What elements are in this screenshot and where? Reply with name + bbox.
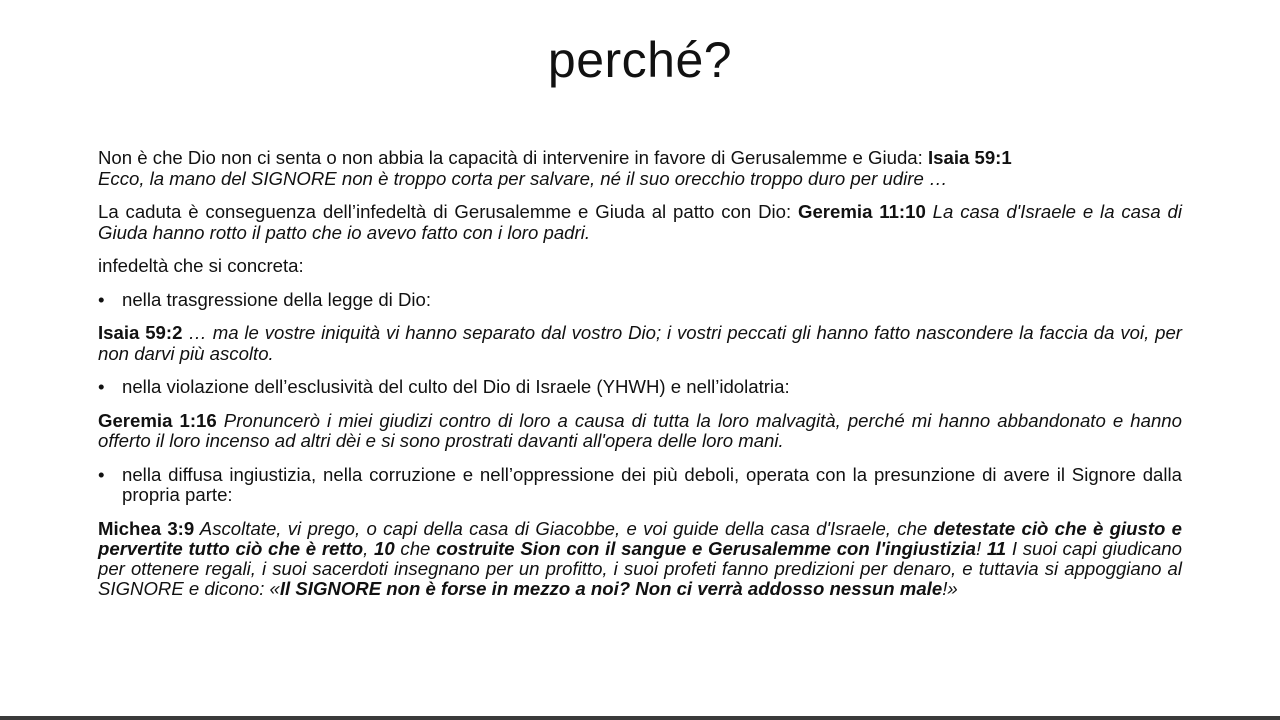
scripture-quote: La casa d'Israele e la casa di Giuda hanno rotto il patto che io avevo fatto con i loro padri.: [98, 201, 1182, 243]
quote-emphasis: costruite Sion con il sangue e Gerusalemme con l'ingiustizia: [436, 537, 976, 559]
paragraph-infedelta: infedeltà che si concreta:: [98, 255, 304, 276]
quote-segment: ,: [363, 537, 375, 559]
quote-segment: !»: [942, 577, 958, 599]
slide-content: [98, 148, 1182, 599]
paragraph-text: La caduta è conseguenza dell’infedeltà di Gerusalemme e Giuda al patto con Dio:: [98, 201, 798, 222]
scripture-reference: Isaia 59:1: [927, 147, 1012, 168]
paragraph-isaia-59-1: [98, 148, 1182, 189]
quote-segment: che: [394, 537, 437, 559]
scripture-quote: Pronuncerò i miei giudizi contro di loro a causa di tutta la loro malvagità, perché mi hanno abbandonato e hanno offerto il loro incenso ad altri dèi e si sono prostrati davanti all'opera delle loro mani.: [98, 409, 1182, 451]
quote-segment: !: [975, 537, 987, 559]
bottom-border: [0, 716, 1280, 720]
quote-emphasis: Il SIGNORE non è forse in mezzo a noi? Non ci verrà addosso nessun male: [279, 577, 943, 599]
bullet-dot: •: [98, 463, 105, 485]
paragraph-michea-3-9: [98, 519, 1182, 599]
slide-title: perché?: [547, 32, 733, 88]
paragraph-geremia-11-10: [98, 202, 1182, 243]
paragraph-geremia-1-16: [98, 411, 1182, 452]
bullet-dot: •: [98, 376, 105, 397]
paragraph-text: Non è che Dio non ci senta o non abbia la capacità di intervenire in favore di Gerusalemme e Giuda:: [98, 147, 928, 168]
bullet-item-ingiustizia: [98, 465, 1182, 506]
scripture-reference: Geremia 11:10: [797, 201, 926, 222]
paragraph-isaia-59-2: [98, 323, 1182, 364]
quote-emphasis: detestate ciò che è giusto e pervertite tutto ciò che è retto: [98, 517, 1183, 559]
bullet-text: nella violazione dell’esclusività del culto del Dio di Israele (YHWH) e nell’idolatria:: [122, 376, 790, 397]
bullet-item-legge: [98, 290, 1182, 311]
quote-segment: I suoi capi giudicano per ottenere regali, i suoi sacerdoti insegnano per un profitto, i suoi profeti fanno predizioni per denaro, e tuttavia si appoggiano al SIGNORE e dicono: «: [98, 537, 1182, 599]
scripture-quote: Ecco, la mano del SIGNORE non è troppo corta per salvare, né il suo orecchio troppo duro per udire …: [98, 167, 948, 189]
scripture-quote: … ma le vostre iniquità vi hanno separato dal vostro Dio; i vostri peccati gli hanno fatto nascondere la faccia da voi, per non darvi più ascolto.: [98, 322, 1182, 364]
scripture-reference: Isaia 59:2: [98, 322, 183, 343]
quote-segment: Ascoltate, vi prego, o capi della casa di Giacobbe, e voi guide della casa d'Israele, che: [194, 517, 934, 539]
scripture-reference: Michea 3:9: [98, 517, 195, 539]
verse-number: 11: [986, 537, 1007, 559]
scripture-reference: Geremia 1:16: [98, 409, 217, 431]
bullet-item-culto: [98, 377, 1182, 398]
verse-number: 10: [374, 537, 395, 559]
bullet-text: nella diffusa ingiustizia, nella corruzione e nell’oppressione dei più deboli, operata con la presunzione di avere il Signore dalla propria parte:: [122, 463, 1182, 505]
bullet-text: nella trasgressione della legge di Dio:: [122, 288, 432, 310]
bullet-dot: •: [98, 288, 105, 310]
